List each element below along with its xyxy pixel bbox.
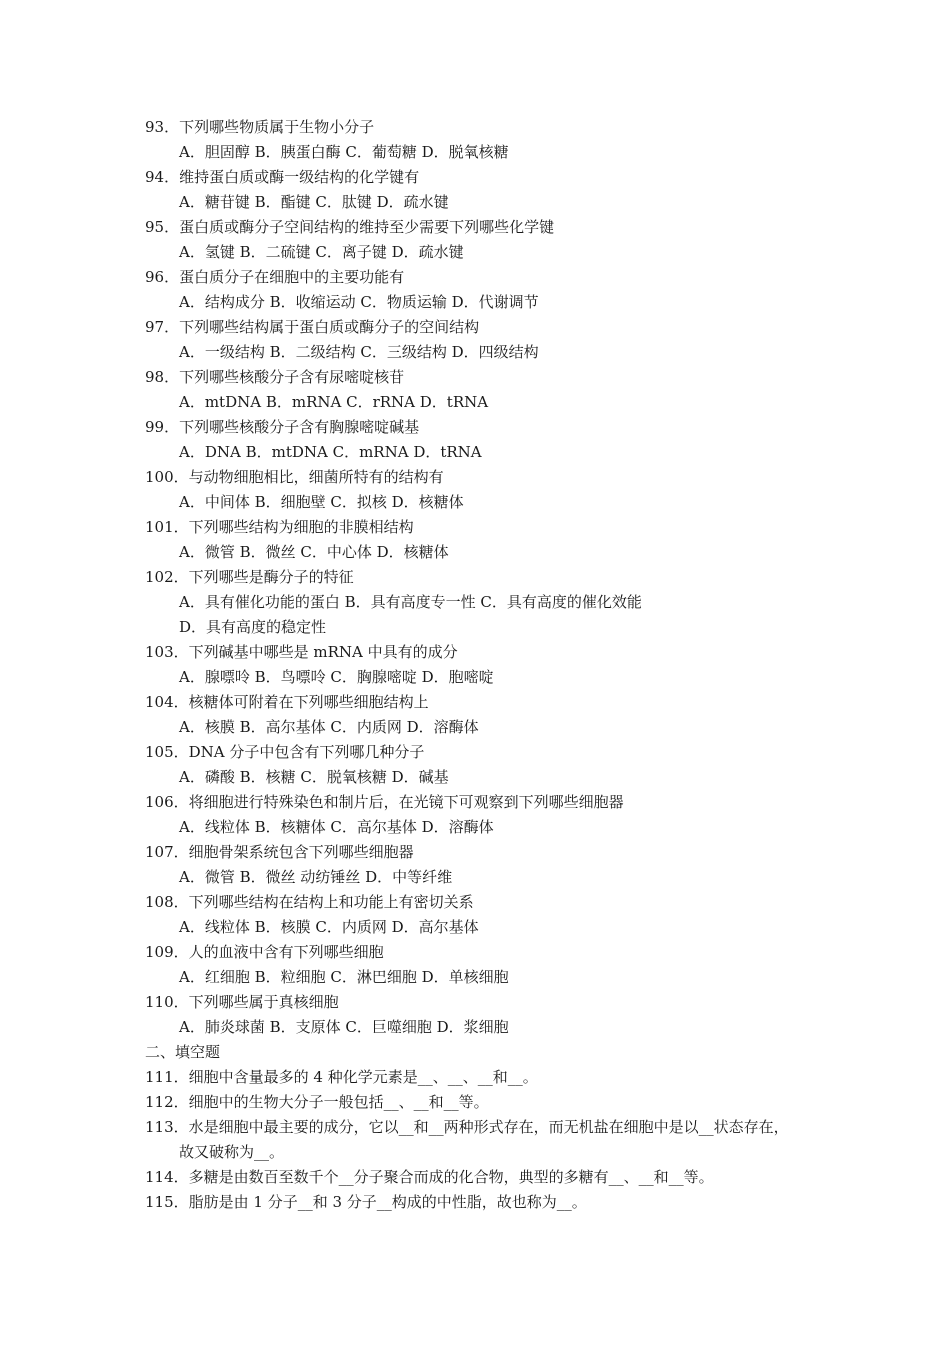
option-line: A．磷酸 B．核糖 C．脱氧核糖 D．碱基 bbox=[179, 768, 449, 786]
option-line: A．一级结构 B．二级结构 C．三级结构 D．四级结构 bbox=[179, 343, 539, 361]
question-line: 112．细胞中的生物大分子一般包括__、__和__等。 bbox=[145, 1093, 489, 1111]
option-line: A．mtDNA B．mRNA C．rRNA D．tRNA bbox=[179, 393, 489, 411]
option-line: A．红细胞 B．粒细胞 C．淋巴细胞 D．单核细胞 bbox=[179, 968, 509, 986]
option-line: A．线粒体 B．核膜 C．内质网 D．高尔基体 bbox=[179, 918, 479, 936]
question-line: 108．下列哪些结构在结构上和功能上有密切关系 bbox=[145, 893, 474, 911]
question-line: 97．下列哪些结构属于蛋白质或酶分子的空间结构 bbox=[145, 318, 480, 336]
question-line: 96．蛋白质分子在细胞中的主要功能有 bbox=[145, 268, 405, 286]
question-line: 100．与动物细胞相比，细菌所特有的结构有 bbox=[145, 468, 444, 486]
question-line: 101．下列哪些结构为细胞的非膜相结构 bbox=[145, 518, 414, 536]
option-line: A．肺炎球菌 B．支原体 C．巨噬细胞 D．浆细胞 bbox=[179, 1018, 509, 1036]
question-line: 109．人的血液中含有下列哪些细胞 bbox=[145, 943, 384, 961]
option-line: A．DNA B．mtDNA C．mRNA D．tRNA bbox=[179, 443, 482, 461]
question-line: 93．下列哪些物质属于生物小分子 bbox=[145, 118, 375, 136]
question-line: 102．下列哪些是酶分子的特征 bbox=[145, 568, 354, 586]
question-line: 105．DNA 分子中包含有下列哪几种分子 bbox=[145, 743, 425, 761]
option-line: A．核膜 B．高尔基体 C．内质网 D．溶酶体 bbox=[179, 718, 479, 736]
option-line: A．腺嘌呤 B．鸟嘌呤 C．胸腺嘧啶 D．胞嘧啶 bbox=[179, 668, 494, 686]
option-line: A．中间体 B．细胞壁 C．拟核 D．核糖体 bbox=[179, 493, 464, 511]
question-line: 103．下列碱基中哪些是 mRNA 中具有的成分 bbox=[145, 643, 458, 661]
question-line: 104．核糖体可附着在下列哪些细胞结构上 bbox=[145, 693, 429, 711]
question-line: 106．将细胞进行特殊染色和制片后，在光镜下可观察到下列哪些细胞器 bbox=[145, 793, 624, 811]
question-line: 107．细胞骨架系统包含下列哪些细胞器 bbox=[145, 843, 414, 861]
question-line: 111．细胞中含量最多的 4 种化学元素是__、__、__和__。 bbox=[145, 1068, 538, 1086]
question-line: 99．下列哪些核酸分子含有胸腺嘧啶碱基 bbox=[145, 418, 420, 436]
question-line: 115．脂肪是由 1 分子__和 3 分子__构成的中性脂，故也称为__。 bbox=[145, 1193, 587, 1211]
option-line: A．具有催化功能的蛋白 B．具有高度专一性 C．具有高度的催化效能 bbox=[179, 593, 642, 611]
section-heading: 二、填空题 bbox=[145, 1043, 221, 1061]
option-line: D．具有高度的稳定性 bbox=[179, 618, 327, 636]
option-line: A．微管 B．微丝 C．中心体 D．核糖体 bbox=[179, 543, 449, 561]
option-line: A．结构成分 B．收缩运动 C．物质运输 D．代谢调节 bbox=[179, 293, 539, 311]
question-continuation: 故又破称为__。 bbox=[179, 1143, 285, 1161]
question-line: 94．维持蛋白质或酶一级结构的化学键有 bbox=[145, 168, 420, 186]
question-line: 95．蛋白质或酶分子空间结构的维持至少需要下列哪些化学键 bbox=[145, 218, 555, 236]
option-line: A．线粒体 B．核糖体 C．高尔基体 D．溶酶体 bbox=[179, 818, 494, 836]
option-line: A．微管 B．微丝 动纺锤丝 D．中等纤维 bbox=[179, 868, 453, 886]
question-line: 98．下列哪些核酸分子含有尿嘧啶核苷 bbox=[145, 368, 405, 386]
option-line: A．糖苷键 B．酯键 C．肽键 D．疏水键 bbox=[179, 193, 449, 211]
question-line: 114．多糖是由数百至数千个__分子聚合而成的化合物，典型的多糖有__、__和__等。 bbox=[145, 1168, 714, 1186]
option-line: A．氢键 B．二硫键 C．离子键 D．疏水键 bbox=[179, 243, 464, 261]
document-body bbox=[145, 115, 865, 1215]
question-line: 110．下列哪些属于真核细胞 bbox=[145, 993, 339, 1011]
question-line: 113．水是细胞中最主要的成分，它以__和__两种形式存在，而无机盐在细胞中是以__状态存在， bbox=[145, 1118, 789, 1136]
option-line: A．胆固醇 B．胰蛋白酶 C．葡萄糖 D．脱氧核糖 bbox=[179, 143, 509, 161]
